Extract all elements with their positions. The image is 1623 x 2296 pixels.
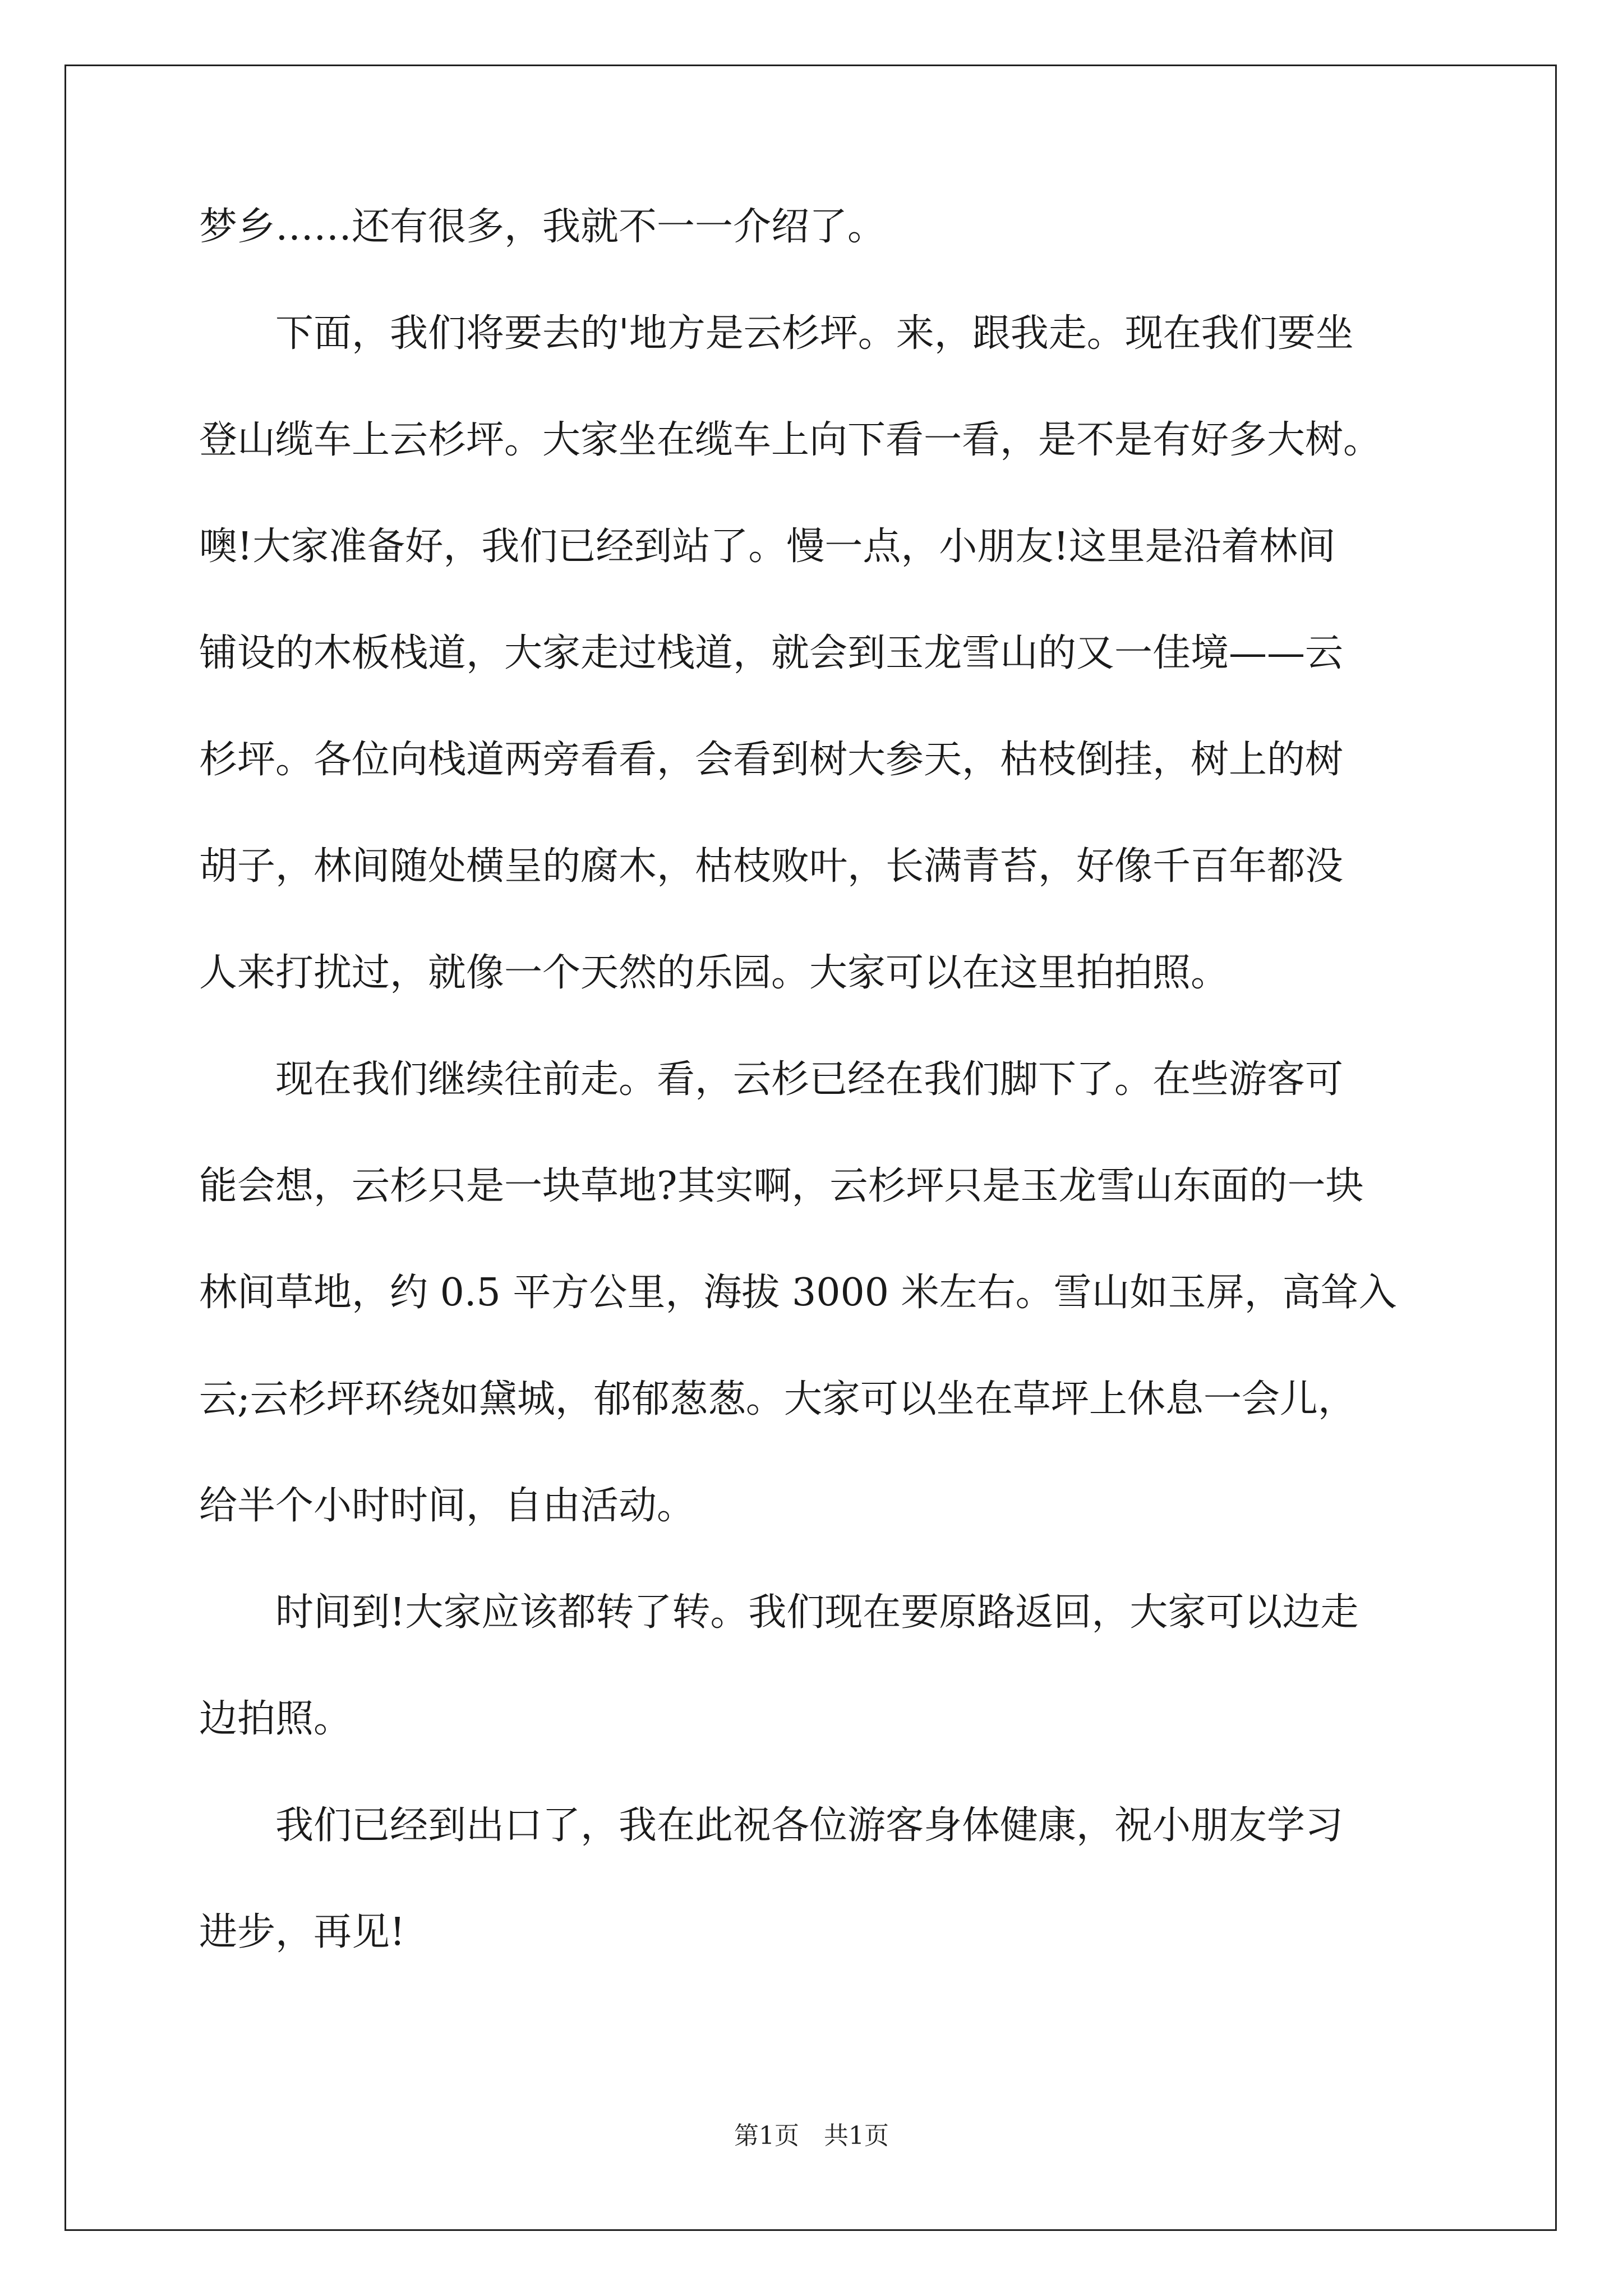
text-line: 杉坪。各位向栈道两旁看看，会看到树大参天，枯枝倒挂，树上的树 (199, 738, 1344, 782)
text-line: 时间到!大家应该都转了转。我们现在要原路返回，大家可以边走 (199, 1590, 1359, 1635)
text-line: 边拍照。 (199, 1697, 352, 1741)
text-line: 云;云杉坪环绕如黛城，郁郁葱葱。大家可以坐在草坪上休息一会儿， (199, 1377, 1356, 1421)
page-frame (64, 65, 1557, 2231)
text-line: 林间草地，约 0.5 平方公里，海拔 3000 米左右。雪山如玉屏，高耸入 (199, 1271, 1397, 1315)
text-line: 现在我们继续往前走。看，云杉已经在我们脚下了。在些游客可 (199, 1057, 1344, 1102)
text-line: 能会想，云杉只是一块草地?其实啊，云杉坪只是玉龙雪山东面的一块 (199, 1164, 1364, 1208)
text-line: 人来打扰过，就像一个天然的乐园。大家可以在这里拍拍照。 (199, 951, 1229, 995)
text-line: 给半个小时时间，自由活动。 (199, 1484, 695, 1528)
page-number: 第1页 共1页 (734, 2122, 889, 2150)
text-line: 下面，我们将要去的'地方是云杉坪。来，跟我走。现在我们要坐 (199, 311, 1354, 356)
text-line: 登山缆车上云杉坪。大家坐在缆车上向下看一看，是不是有好多大树。 (199, 418, 1382, 462)
text-line: 胡子，林间随处横呈的腐木，枯枝败叶，长满青苔，好像千百年都没 (199, 844, 1344, 889)
text-line: 我们已经到出口了，我在此祝各位游客身体健康，祝小朋友学习 (199, 1803, 1344, 1848)
text-line: 进步，再见! (199, 1910, 405, 1954)
text-line: 噢!大家准备好，我们已经到站了。慢一点，小朋友!这里是沿着林间 (199, 524, 1336, 569)
text-line: 铺设的木板栈道，大家走过栈道，就会到玉龙雪山的又一佳境——云 (199, 631, 1344, 675)
text-line: 梦乡……还有很多，我就不一一介绍了。 (199, 205, 886, 249)
